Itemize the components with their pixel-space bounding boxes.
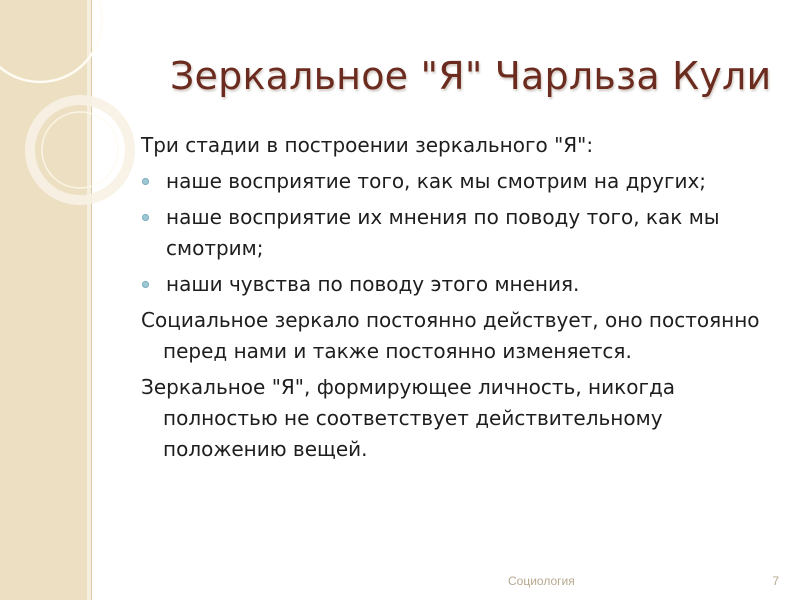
page-number: 7 xyxy=(772,574,779,588)
slide-title: Зеркальное "Я" Чарльза Кули xyxy=(170,54,772,98)
bullet-dot-icon xyxy=(142,178,149,185)
bullet-item xyxy=(141,269,771,300)
bullet-item xyxy=(141,166,771,197)
bullet-text: наши чувства по поводу этого мнения. xyxy=(166,272,580,296)
decorative-ring-middle xyxy=(30,100,130,200)
paragraph-social-mirror: Социальное зеркало постоянно действует, оно постоянно перед нами и также постоянно изменяется. xyxy=(141,308,760,363)
bullet-dot-icon xyxy=(142,214,149,221)
bullet-dot-icon xyxy=(142,281,149,288)
intro-text: Три стадии в построении зеркального "Я": xyxy=(141,133,594,157)
bullet-text: наше восприятие того, как мы смотрим на других; xyxy=(166,169,707,193)
footer-label: Социология xyxy=(508,574,575,588)
decorative-ring-inner xyxy=(42,112,118,188)
bullet-text: наше восприятие их мнения по поводу того, как мы смотрим; xyxy=(166,205,720,260)
paragraph-looking-glass-self: Зеркальное "Я", формирующее личность, никогда полностью не соответствует действительному положению вещей. xyxy=(141,375,676,461)
decorative-rings xyxy=(0,0,140,260)
slide-content xyxy=(141,130,771,470)
decorative-ring-top xyxy=(0,0,102,82)
bullet-item xyxy=(141,202,771,264)
